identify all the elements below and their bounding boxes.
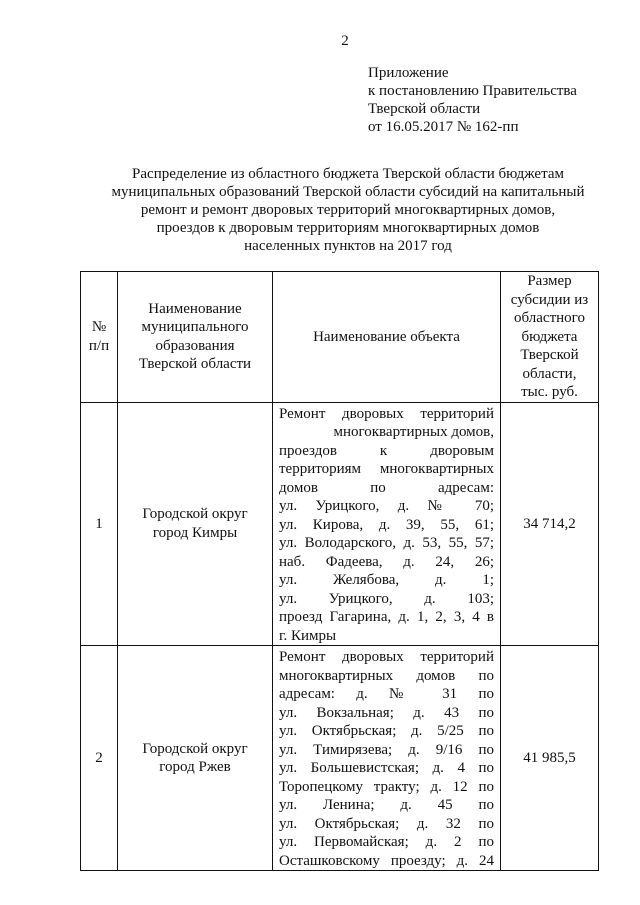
row-object [273, 402, 501, 646]
header-line: Наименование [148, 300, 242, 317]
object-line: ул. Володарского, д. 53, 55, 57; [279, 535, 494, 551]
object-line: многоквартирных домов, [333, 424, 494, 440]
title-line: проездов к дворовым территориям многоквартирных домов [156, 220, 540, 236]
appendix-line: от 16.05.2017 № 162-пп [368, 119, 519, 135]
document-title [78, 165, 618, 255]
header-num [81, 272, 118, 403]
header-line: субсидии из [510, 291, 589, 308]
title-line: ремонт и ремонт дворовых территорий многоквартирных домов, [140, 202, 556, 218]
object-line: ул. Урицкого, д. № 70; [279, 498, 494, 514]
object-line: ул. Кирова, д. 39, 55, 61; [279, 516, 494, 533]
object-line: ул. Вокзальная; д. 43 по [279, 704, 494, 721]
appendix-line: Приложение [368, 65, 449, 81]
header-line: № [91, 319, 107, 336]
header-line: Наименование объекта [313, 328, 460, 345]
object-line: Ремонт дворовых территорий [279, 649, 494, 665]
row-municipality [118, 646, 273, 871]
table-header-row [81, 272, 599, 403]
header-object [273, 272, 501, 403]
row-number: 1 [81, 402, 118, 646]
title-line: населенных пунктов на 2017 год [244, 238, 452, 254]
subsidy-table [80, 271, 599, 871]
object-line: проездов к дворовым [279, 442, 494, 459]
row-municipality [118, 402, 273, 646]
header-line: области, [522, 365, 577, 382]
header-municipality [118, 272, 273, 403]
object-line: ул. Первомайская; д. 2 по [279, 834, 494, 850]
object-line: наб. Фадеева, д. 24, 26; [279, 553, 494, 570]
header-line: Тверской области [138, 356, 252, 373]
object-line: Ремонт дворовых территорий [279, 405, 494, 422]
object-line: Осташковскому проезду; д. 24 [279, 852, 494, 869]
header-amount [501, 272, 599, 403]
object-line: Торопецкому тракту; д. 12 по [279, 778, 494, 795]
title-line: Распределение из областного бюджета Тверской области бюджетам [132, 166, 564, 182]
row-amount: 41 985,5 [501, 646, 599, 871]
header-line: Тверской [520, 347, 579, 363]
object-line: ул. Октябрьская; д. 32 по [279, 815, 494, 832]
page-number: 2 [341, 33, 349, 49]
header-line: муниципального [141, 319, 249, 336]
table-row [81, 402, 599, 646]
header-line: п/п [88, 337, 110, 354]
appendix-line: Тверской области [368, 101, 481, 117]
municipality-line: Городской округ [142, 740, 248, 757]
appendix-line: к постановлению Правительства [368, 83, 577, 99]
row-amount: 34 714,2 [501, 402, 599, 646]
object-line: ул. Урицкого, д. 103; [279, 590, 494, 607]
header-line: бюджета [521, 328, 578, 345]
object-line: ул. Желябова, д. 1; [279, 572, 494, 588]
object-line: ул. Тимирязева; д. 9/16 по [279, 741, 494, 758]
object-line: проезд Гагарина, д. 1, 2, 3, 4 в [279, 609, 494, 625]
object-line: адресам: д. № 31 по [279, 686, 494, 702]
municipality-line: Городской округ [142, 506, 248, 523]
row-object [273, 646, 501, 871]
header-line: тыс. руб. [521, 384, 578, 400]
object-line: домов по адресам: [279, 479, 494, 496]
object-line: ул. Ленина; д. 45 по [279, 797, 494, 813]
object-line: многоквартирных домов по [279, 667, 494, 684]
header-line: областного [514, 310, 585, 326]
appendix-block [368, 64, 577, 136]
title-line: муниципальных образований Тверской области субсидий на капитальный [111, 184, 585, 200]
object-line: г. Кимры [279, 627, 337, 644]
row-number: 2 [81, 646, 118, 871]
municipality-line: город Ржев [159, 759, 231, 775]
header-line: Размер [527, 273, 572, 289]
header-line: образования [155, 337, 235, 354]
object-line: ул. Большевистская; д. 4 по [279, 760, 494, 776]
object-line: ул. Октябрьская; д. 5/25 по [279, 723, 494, 739]
object-line: территориям многоквартирных [279, 461, 494, 477]
municipality-line: город Кимры [152, 524, 238, 541]
table-row [81, 646, 599, 871]
